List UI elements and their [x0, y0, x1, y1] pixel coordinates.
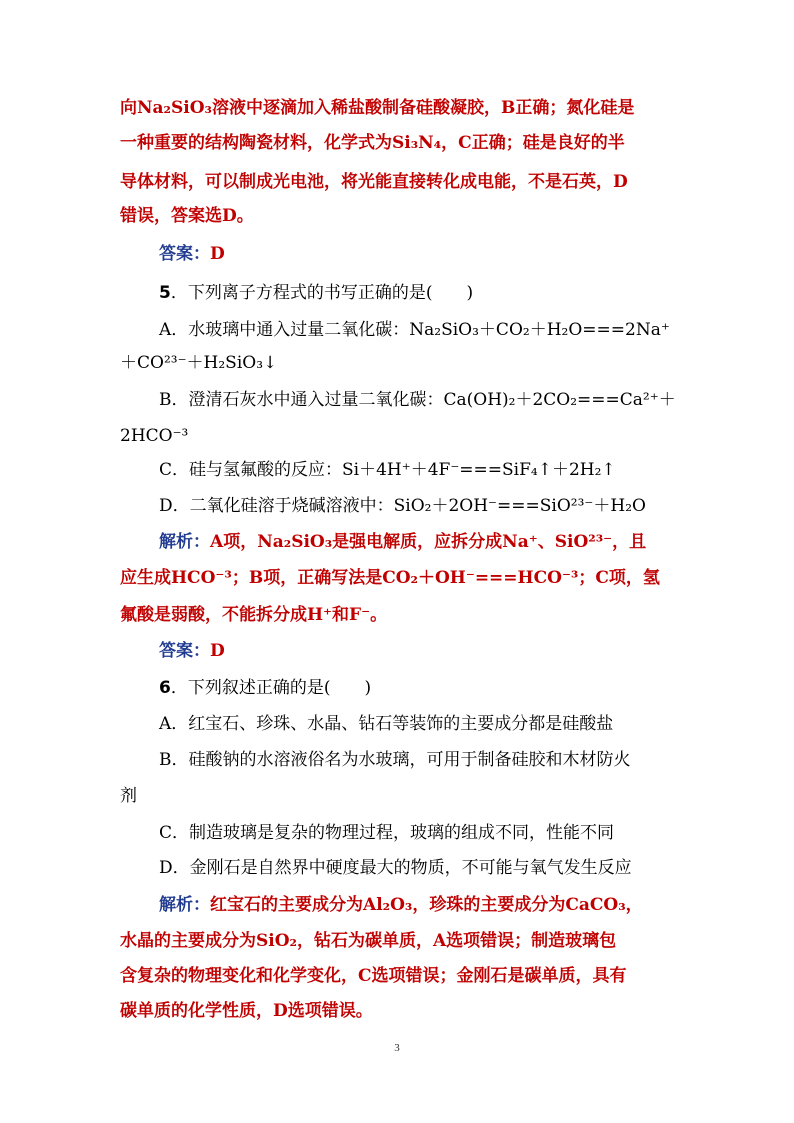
option-b-continued: 2HCO⁻³ — [120, 426, 189, 446]
explanation-line: 一种重要的结构陶瓷材料，化学式为Si₃N₄，C正确；硅是良好的半 — [120, 133, 625, 153]
option-c: C．硅与氢氟酸的反应：Si＋4H⁺＋4F⁻===SiF₄↑＋2H₂↑ — [159, 460, 616, 480]
question-5-stem — [159, 281, 473, 305]
option-b: B．澄清石灰水中通入过量二氧化碳：Ca(OH)₂＋2CO₂===Ca²⁺＋ — [159, 390, 676, 410]
analysis-label: 解析： — [159, 532, 210, 552]
option-d: D．金刚石是自然界中硬度最大的物质，不可能与氧气发生反应 — [159, 858, 632, 878]
analysis-label: 解析： — [159, 895, 210, 915]
option-b: B．硅酸钠的水溶液俗名为水玻璃，可用于制备硅胶和木材防火 — [159, 750, 631, 770]
analysis-text: A项，Na₂SiO₃是强电解质，应拆分成Na⁺、SiO²³⁻，且 — [210, 532, 647, 552]
analysis-text: 红宝石的主要成分为Al₂O₃，珍珠的主要成分为CaCO₃， — [210, 895, 643, 915]
question-text: ．下列叙述正确的是( ) — [170, 678, 372, 698]
answer-value: D — [210, 641, 225, 661]
explanation-line: 向Na₂SiO₃溶液中逐滴加入稀盐酸制备硅酸凝胶，B正确；氮化硅是 — [120, 98, 635, 118]
answer-line — [159, 242, 225, 266]
question-text: ．下列离子方程式的书写正确的是( ) — [170, 283, 474, 303]
analysis-line: 含复杂的物理变化和化学变化，C选项错误；金刚石是碳单质，具有 — [120, 966, 627, 986]
question-number: 6 — [159, 678, 171, 698]
option-a: A．水玻璃中通入过量二氧化碳：Na₂SiO₃＋CO₂＋H₂O===2Na⁺ — [159, 320, 670, 340]
explanation-line: 错误，答案选D。 — [120, 206, 254, 226]
analysis-line — [159, 893, 643, 917]
explanation-line: 导体材料，可以制成光电池，将光能直接转化成电能，不是石英，D — [120, 172, 628, 192]
option-a: A．红宝石、珍珠、水晶、钻石等装饰的主要成分都是硅酸盐 — [159, 714, 614, 734]
option-a-continued: ＋CO²³⁻＋H₂SiO₃↓ — [120, 353, 278, 373]
question-number: 5 — [159, 283, 171, 303]
answer-label: 答案： — [159, 641, 210, 661]
option-b-continued: 剂 — [120, 786, 137, 806]
analysis-line: 水晶的主要成分为SiO₂，钻石为碳单质，A选项错误；制造玻璃包 — [120, 931, 617, 951]
option-d: D．二氧化硅溶于烧碱溶液中：SiO₂＋2OH⁻===SiO²³⁻＋H₂O — [159, 496, 646, 516]
analysis-line — [159, 530, 646, 554]
answer-value: D — [210, 244, 225, 264]
analysis-line: 氟酸是弱酸，不能拆分成H⁺和F⁻。 — [120, 605, 388, 625]
answer-label: 答案： — [159, 244, 210, 264]
answer-line — [159, 639, 225, 663]
page-number: 3 — [394, 1042, 400, 1054]
analysis-line: 碳单质的化学性质，D选项错误。 — [120, 1001, 373, 1021]
analysis-line: 应生成HCO⁻³；B项，正确写法是CO₂＋OH⁻===HCO⁻³；C项，氢 — [120, 568, 660, 588]
option-c: C．制造玻璃是复杂的物理过程，玻璃的组成不同，性能不同 — [159, 823, 615, 843]
question-6-stem — [159, 676, 371, 700]
